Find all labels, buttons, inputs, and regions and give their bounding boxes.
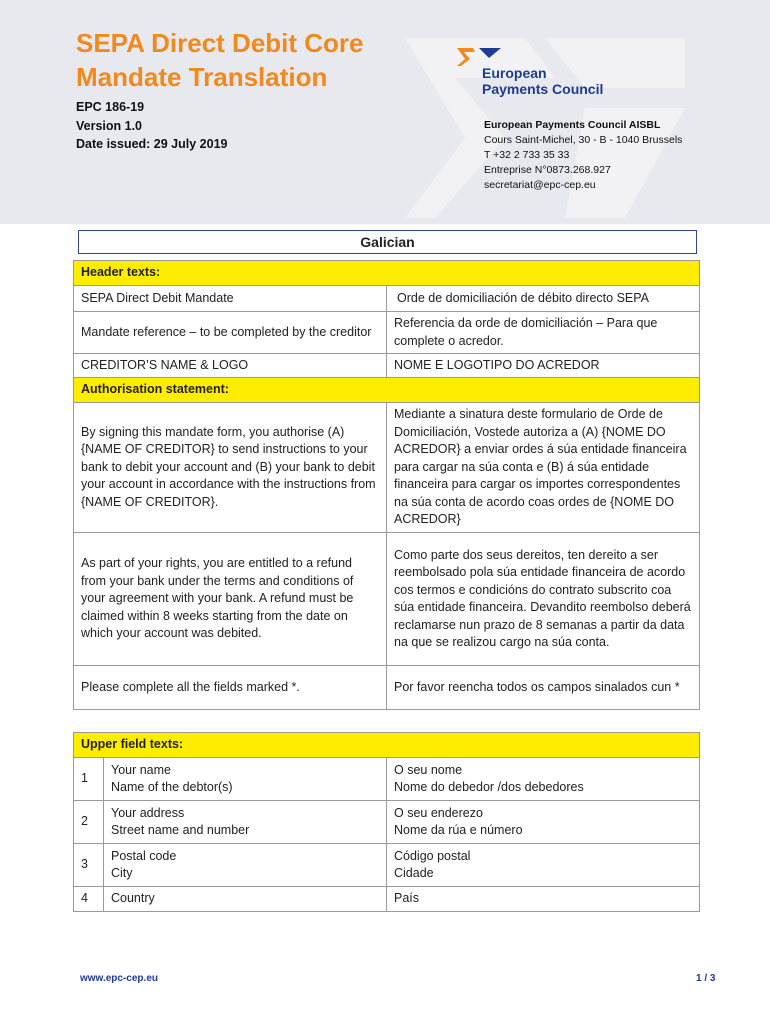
english-cell: [104, 758, 387, 801]
logo-line: European: [482, 65, 547, 81]
document-date: Date issued: 29 July 2019: [76, 137, 228, 151]
field-description: City: [111, 866, 133, 880]
document-meta: [76, 98, 227, 154]
table-row: [74, 354, 700, 378]
field-label: Código postal: [394, 848, 471, 863]
logo-line: Payments Council: [482, 81, 604, 97]
organization-address: [484, 118, 682, 193]
english-cell: Mandate reference – to be completed by the creditor: [74, 312, 387, 354]
galician-cell: Referencia da orde de domiciliación – Para que complete o acredor.: [387, 312, 700, 354]
field-label: Country: [111, 891, 155, 906]
galician-cell: Por favor reencha todos os campos sinalados cun *: [387, 666, 700, 710]
street-address: Cours Saint-Michel, 30 - B - 1040 Brussels: [484, 134, 683, 146]
english-cell: [104, 887, 387, 912]
table-row: [74, 533, 700, 666]
title-line: Mandate Translation: [76, 62, 328, 92]
table-row: [74, 844, 700, 887]
field-label: Your address: [111, 805, 185, 820]
field-description: Nome do debedor /dos debedores: [394, 780, 584, 794]
language-heading: Galician: [78, 230, 697, 254]
english-cell: SEPA Direct Debit Mandate: [74, 286, 387, 312]
document-title: [76, 26, 364, 94]
section-heading-row: [74, 378, 700, 403]
row-number: 2: [74, 801, 104, 844]
galician-cell: Mediante a sinatura deste formulario de Orde de Domiciliación, Vostede autoriza a (A) {NOME DO ACREDOR} a enviar ordes á súa entidade financeira para cargar na súa conta e (B) á súa entidade financeira para cargar os importes correspondentes na súa conta de acordo coas ordes de {NOME DO ACREDOR}: [387, 403, 700, 533]
page-number: 1 / 3: [696, 973, 716, 984]
title-line: SEPA Direct Debit Core: [76, 28, 364, 58]
galician-cell: [387, 887, 700, 912]
row-number: 4: [74, 887, 104, 912]
section-heading: Authorisation statement:: [74, 378, 700, 403]
english-cell: CREDITOR’S NAME & LOGO: [74, 354, 387, 378]
galician-cell: [387, 844, 700, 887]
table-row: [74, 312, 700, 354]
field-label: Postal code: [111, 848, 177, 863]
english-cell: As part of your rights, you are entitled to a refund from your bank under the terms and conditions of your agreement with your bank. A refund must be claimed within 8 weeks starting from the date on which your account was debited.: [74, 533, 387, 666]
header-band: [0, 0, 770, 224]
galician-cell: Orde de domiciliación de débito directo SEPA: [387, 286, 700, 312]
table-row: [74, 801, 700, 844]
field-description: Nome da rúa e número: [394, 823, 523, 837]
english-cell: Please complete all the fields marked *.: [74, 666, 387, 710]
translation-table-header-authorisation: [73, 260, 700, 710]
row-number: 3: [74, 844, 104, 887]
document-version: Version 1.0: [76, 118, 143, 133]
enterprise-number: Entreprise N°0873.268.927: [484, 164, 611, 176]
table-row: [74, 286, 700, 312]
logo-text: [482, 65, 603, 97]
field-description: Street name and number: [111, 823, 250, 837]
row-number: 1: [74, 758, 104, 801]
section-heading: Upper field texts:: [74, 733, 700, 758]
organization-name: European Payments Council AISBL: [484, 119, 661, 131]
footer-website: www.epc-cep.eu: [80, 973, 158, 984]
galician-cell: Como parte dos seus dereitos, ten dereito a ser reembolsado pola súa entidade financeira de acordo cos termos e condicións do contrato subscrito coa súa entidade financeira. Devandito reembolso deberá reclamarse nun prazo de 8 semanas a partir da data na que se realizou cargo na súa conta.: [387, 533, 700, 666]
table-row: [74, 758, 700, 801]
field-label: O seu nome: [394, 762, 463, 777]
english-cell: [104, 801, 387, 844]
document-reference: EPC 186-19: [76, 100, 145, 114]
table-row: [74, 403, 700, 533]
phone-number: T +32 2 733 35 33: [484, 149, 570, 161]
english-cell: [104, 844, 387, 887]
galician-cell: NOME E LOGOTIPO DO ACREDOR: [387, 354, 700, 378]
section-heading: Header texts:: [74, 261, 700, 286]
table-row: [74, 666, 700, 710]
section-heading-row: [74, 733, 700, 758]
email-address: secretariat@epc-cep.eu: [484, 179, 596, 191]
field-label: Your name: [111, 762, 171, 777]
field-label: País: [394, 891, 420, 906]
field-description: Cidade: [394, 866, 434, 880]
galician-cell: [387, 801, 700, 844]
field-label: O seu enderezo: [394, 805, 483, 820]
translation-table-upper-fields: [73, 732, 700, 912]
table-row: [74, 887, 700, 912]
section-heading-row: [74, 261, 700, 286]
galician-cell: [387, 758, 700, 801]
field-description: Name of the debtor(s): [111, 780, 233, 794]
english-cell: By signing this mandate form, you authorise (A) {NAME OF CREDITOR} to send instructions to your bank to debit your account and (B) your bank to debit your account in accordance with the instructions from {NAME OF CREDITOR}.: [74, 403, 387, 533]
